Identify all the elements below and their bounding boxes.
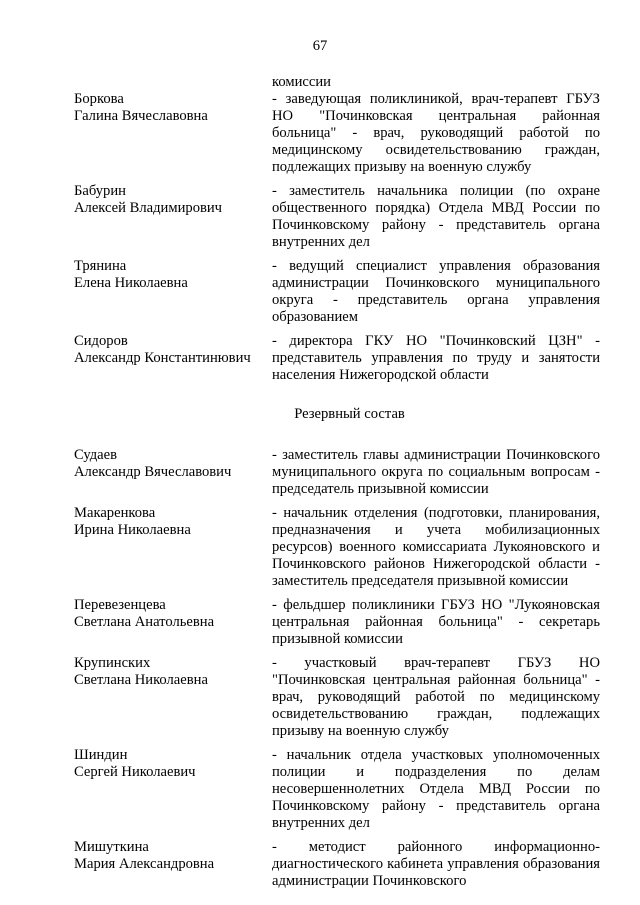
member-row xyxy=(74,597,600,648)
member-given-names: Ирина Николаевна xyxy=(74,522,191,538)
member-given-names: Сергей Николаевич xyxy=(74,764,196,780)
reserve-members-list xyxy=(74,447,600,890)
document-content xyxy=(74,74,600,890)
continuation-row xyxy=(74,74,600,91)
member-surname: Крупинских xyxy=(74,655,151,671)
member-surname: Трянина xyxy=(74,258,127,274)
member-given-names: Александр Вячеславович xyxy=(74,464,232,480)
member-surname: Боркова xyxy=(74,91,124,107)
member-position: - участковый врач-терапевт ГБУЗ НО "Починковская центральная районная больница" - врач, руководящий работой по медицинскому освидетельствованию граждан, подлежащих призыву на военную службу xyxy=(272,655,600,739)
member-position: - начальник отделения (подготовки, планирования, предназначения и учета мобилизационных ресурсов) военного комиссариата Лукояновского и Починковского районов Нижегородской области - заместитель председателя призывной комиссии xyxy=(272,505,600,589)
member-given-names: Алексей Владимирович xyxy=(74,200,223,216)
member-name xyxy=(74,655,272,740)
member-position: - методист районного информационно-диагностического кабинета управления образования администрации Починковского xyxy=(272,839,600,889)
member-surname: Судаев xyxy=(74,447,118,463)
member-given-names: Светлана Анатольевна xyxy=(74,614,215,630)
member-surname: Сидоров xyxy=(74,333,128,349)
reserve-section-title: Резервный состав xyxy=(294,406,405,422)
member-given-names: Галина Вячеславовна xyxy=(74,108,208,124)
member-row xyxy=(74,655,600,740)
member-position: - ведущий специалист управления образования администрации Починковского муниципального округа - представитель органа управления образованием xyxy=(272,258,600,325)
member-given-names: Светлана Николаевна xyxy=(74,672,208,688)
member-surname: Мишуткина xyxy=(74,839,149,855)
member-position: - фельдшер поликлиники ГБУЗ НО "Лукояновская центральная районная больница" - секретарь призывной комиссии xyxy=(272,597,600,647)
main-members-list xyxy=(74,91,600,384)
member-surname: Макаренкова xyxy=(74,505,156,521)
member-name xyxy=(74,447,272,498)
member-surname: Перевезенцева xyxy=(74,597,166,613)
member-position: - директора ГКУ НО "Починковский ЦЗН" - представитель управления по труду и занятости населения Нижегородской области xyxy=(272,333,600,383)
member-given-names: Александр Константинювич xyxy=(74,350,251,366)
member-name xyxy=(74,258,272,326)
page-number: 67 xyxy=(312,38,328,54)
member-position: - заведующая поликлиникой, врач-терапевт ГБУЗ НО "Починковская центральная районная больница" - врач, руководящий работой по медицинскому освидетельствованию граждан, подлежащих призыву на военную службу xyxy=(272,91,600,175)
member-name xyxy=(74,333,272,384)
member-name xyxy=(74,597,272,648)
member-given-names: Елена Николаевна xyxy=(74,275,188,291)
member-given-names: Мария Александровна xyxy=(74,856,215,872)
member-surname: Шиндин xyxy=(74,747,128,763)
member-row xyxy=(74,447,600,498)
continuation-text: комиссии xyxy=(272,74,331,90)
member-row xyxy=(74,747,600,832)
member-name xyxy=(74,91,272,176)
member-name xyxy=(74,747,272,832)
member-row xyxy=(74,183,600,251)
member-row xyxy=(74,839,600,890)
member-position: - заместитель начальника полиции (по охране общественного порядка) Отдела МВД России по Починковскому району - представитель органа внутренних дел xyxy=(272,183,600,250)
member-row xyxy=(74,505,600,590)
member-row xyxy=(74,333,600,384)
member-name xyxy=(74,839,272,890)
member-position: - заместитель главы администрации Починковского муниципального округа по социальным вопросам - председатель призывной комиссии xyxy=(272,447,600,497)
member-row xyxy=(74,258,600,326)
member-row xyxy=(74,91,600,176)
member-name xyxy=(74,183,272,251)
member-surname: Бабурин xyxy=(74,183,126,199)
member-position: - начальник отдела участковых уполномоченных полиции и подразделения по делам несовершеннолетних Отдела МВД России по Починковскому району - представитель органа внутренних дел xyxy=(272,747,600,831)
member-name xyxy=(74,505,272,590)
